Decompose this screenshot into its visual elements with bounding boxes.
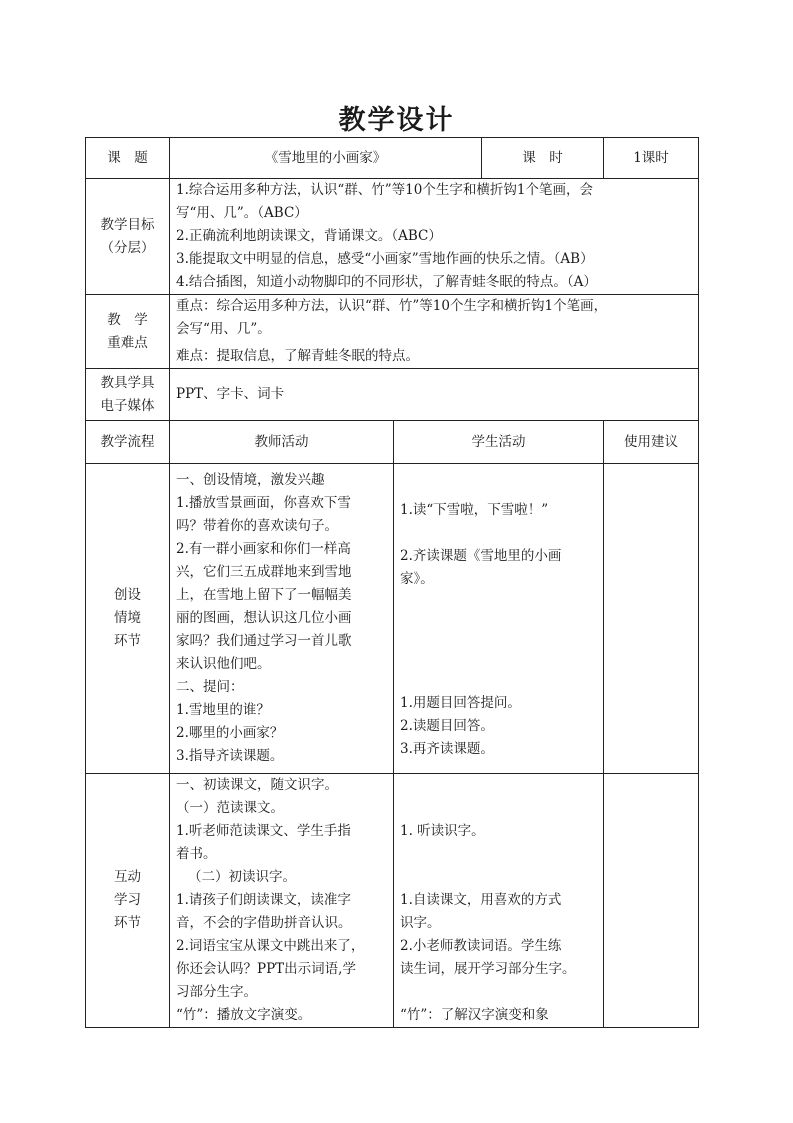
- time-value: 1课时: [604, 138, 699, 179]
- key-points-label: 教 学 重难点: [86, 295, 170, 369]
- goal-line: 1.综合运用多种方法，认识“群、竹”等10个生字和横折钩1个笔画，会: [176, 182, 593, 198]
- goals-label: 教学目标 （分层）: [86, 179, 170, 295]
- media-value: PPT、字卡、词卡: [170, 369, 699, 421]
- stage-interactive-suggestion: [604, 774, 699, 1028]
- process-col-suggestion: 使用建议: [604, 421, 699, 464]
- stage-setting-row: [86, 464, 699, 774]
- goal-line: 写“用、几”。（ABC）: [176, 205, 308, 221]
- process-header-row: [86, 421, 699, 464]
- media-row: [86, 369, 699, 421]
- process-col-flow: 教学流程: [86, 421, 170, 464]
- lesson-label: 课 题: [86, 138, 170, 179]
- key-points-row: [86, 295, 699, 369]
- stage-setting-label: 创设 情境 环节: [86, 464, 170, 774]
- goals-row: [86, 179, 699, 295]
- stage-setting-student: 1.读“下雪啦，下雪啦！” 2.齐读课题《雪地里的小画 家》。 1.用题目回答提问。 2.读题目回答。 3.再齐读课题。: [394, 464, 604, 774]
- media-label: 教具学具 电子媒体: [86, 369, 170, 421]
- stage-interactive-student: 1. 听读识字。 1.自读课文，用喜欢的方式 识字。 2.小老师教读词语。学生练 读生词，展开学习部分生字。 “竹”：了解汉字演变和象: [394, 774, 604, 1028]
- goals-content: [170, 179, 699, 295]
- process-col-student: 学生活动: [394, 421, 604, 464]
- stage-setting-teacher: 一、创设情境，激发兴趣 1.播放雪景画面，你喜欢下雪 吗？带着你的喜欢读句子。 2.有一群小画家和你们一样高 兴，它们三五成群地来到雪地 上，在雪地上留下了一幅幅美 丽的图画，想认识这几位小画 家吗？我们通过学习一首儿歌 来认识他们吧。 二、提问： 1.雪地里的谁？ 2.哪里的小画家？ 3.指导齐读课题。: [170, 464, 394, 774]
- goal-line: 4.结合插图，知道小动物脚印的不同形状，了解青蛙冬眠的特点。（A）: [176, 274, 597, 290]
- stage-interactive-row: [86, 774, 699, 1028]
- key-points-content: 重点：综合运用多种方法，认识“群、竹”等10个生字和横折钩1个笔画， 会写“用、几”。 难点：提取信息，了解青蛙冬眠的特点。: [170, 295, 699, 369]
- process-col-teacher: 教师活动: [170, 421, 394, 464]
- time-label: 课 时: [482, 138, 604, 179]
- lesson-title: 《雪地里的小画家》: [170, 138, 482, 179]
- goal-line: 2.正确流利地朗读课文，背诵课文。（ABC）: [176, 228, 442, 244]
- page-title: 教学设计: [338, 105, 455, 136]
- stage-setting-suggestion: [604, 464, 699, 774]
- stage-interactive-teacher: 一、初读课文，随文识字。 （一）范读课文。 1.听老师范读课文、学生手指 着书。 （二）初读识字。 1.请孩子们朗读课文，读准字 音，不会的字借助拼音认识。 2.词语宝宝从课文中跳出来了， 你还会认吗？PPT出示词语,学 习部分生字。 “竹”：播放文字演变。: [170, 774, 394, 1028]
- goal-line: 3.能提取文中明显的信息，感受“小画家”雪地作画的快乐之情。（AB）: [176, 251, 594, 267]
- header-row: [86, 138, 699, 179]
- stage-interactive-label: 互动 学习 环节: [86, 774, 170, 1028]
- lesson-plan-table: [85, 137, 699, 1028]
